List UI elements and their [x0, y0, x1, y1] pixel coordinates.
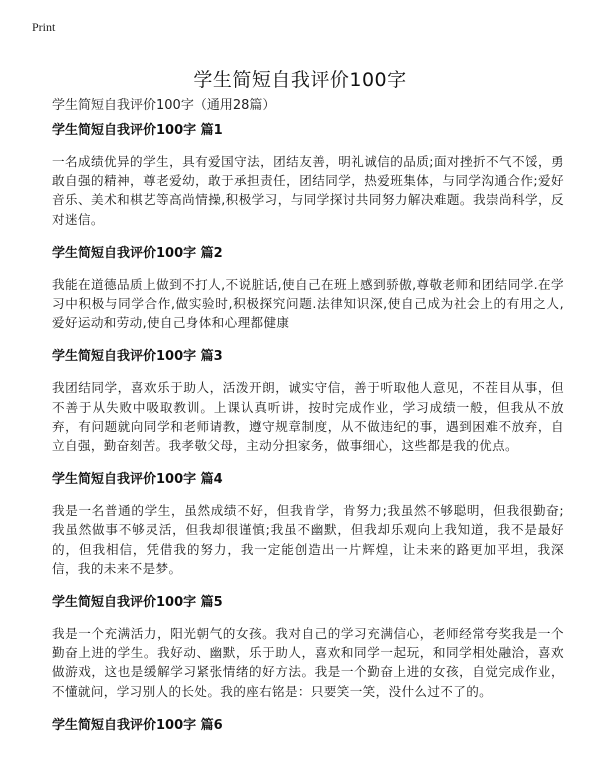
section-heading: 学生简短自我评价100字 篇3: [52, 349, 223, 365]
print-label: Print: [32, 20, 56, 34]
section: [52, 469, 564, 578]
section-heading: 学生简短自我评价100字 篇2: [52, 245, 223, 261]
section: [52, 346, 564, 455]
section: [52, 120, 564, 229]
section-heading: 学生简短自我评价100字 篇6: [52, 717, 223, 733]
section: [52, 243, 564, 333]
section-heading: 学生简短自我评价100字 篇5: [52, 595, 223, 611]
document-subtitle: 学生简短自我评价100字（通用28篇）: [52, 98, 276, 113]
section-body: 我团结同学，喜欢乐于助人，活泼开朗，诚实守信，善于听取他人意见，不茬目从事，但不善于从失败中吸取教训。上课认真听讲，按时完成作业，学习成绩一般，但我从不放弃，有问题就向同学和老师请教，遵守规章制度，从不做违纪的事，遇到困难不放弃，自立自强，勤奋刻苦。我孝敬父母，主动分担家务，做事细心，这些都是我的优点。: [52, 380, 564, 454]
section-heading: 学生简短自我评价100字 篇1: [52, 123, 223, 138]
section-body: 我是一名普通的学生，虽然成绩不好，但我肯学，肯努力;我虽然不够聪明，但我很勤奋;我虽然做事不够灵活，但我却很谨慎;我虽不幽默，但我却乐观向上我知道，我不是最好的，但我相信，凭借我的努力，我一定能创造出一片辉煌，让未来的路更加平坦，我深信，我的未来不是梦。: [52, 503, 564, 576]
section-body: 我是一个充满活力，阳光朝气的女孩。我对自己的学习充满信心，老师经常夸奖我是一个勤奋上进的学生。我好动、幽默，乐于助人，喜欢和同学一起玩，和同学相处融洽，喜欢做游戏，这也是缓解学习紧张情绪的好方法。我是一个勤奋上进的女孩，自觉完成作业，不懂就问，学习别人的长处。我的座右铭是：只要笑一笑，没什么过不了的。: [52, 626, 564, 699]
page-title: 学生简短自我评价100字: [193, 68, 407, 91]
section: [52, 592, 564, 701]
section: [52, 715, 564, 737]
section-body: 一名成绩优异的学生，具有爱国守法，团结友善，明礼诚信的品质;面对挫折不气不馁，勇敢自强的精神，尊老爱幼，敢于承担责任，团结同学，热爱班集体，与同学沟通合作;爱好音乐、美术和棋艺等高尚情操,积极学习，与同学探讨共同努力解决难题。我崇尚科学，反对迷信。: [52, 154, 564, 227]
article-sections: [52, 120, 564, 737]
section-body: 我能在道德品质上做到不打人,不说脏话,使自己在班上感到骄傲,尊敬老师和团结同学.在学习中积极与同学合作,做实验时,积极探究问题.法律知识深,使自己成为社会上的有用之人,爱好运动和劳动,使自己身体和心理都健康: [52, 276, 564, 331]
section-heading: 学生简短自我评价100字 篇4: [52, 472, 223, 488]
